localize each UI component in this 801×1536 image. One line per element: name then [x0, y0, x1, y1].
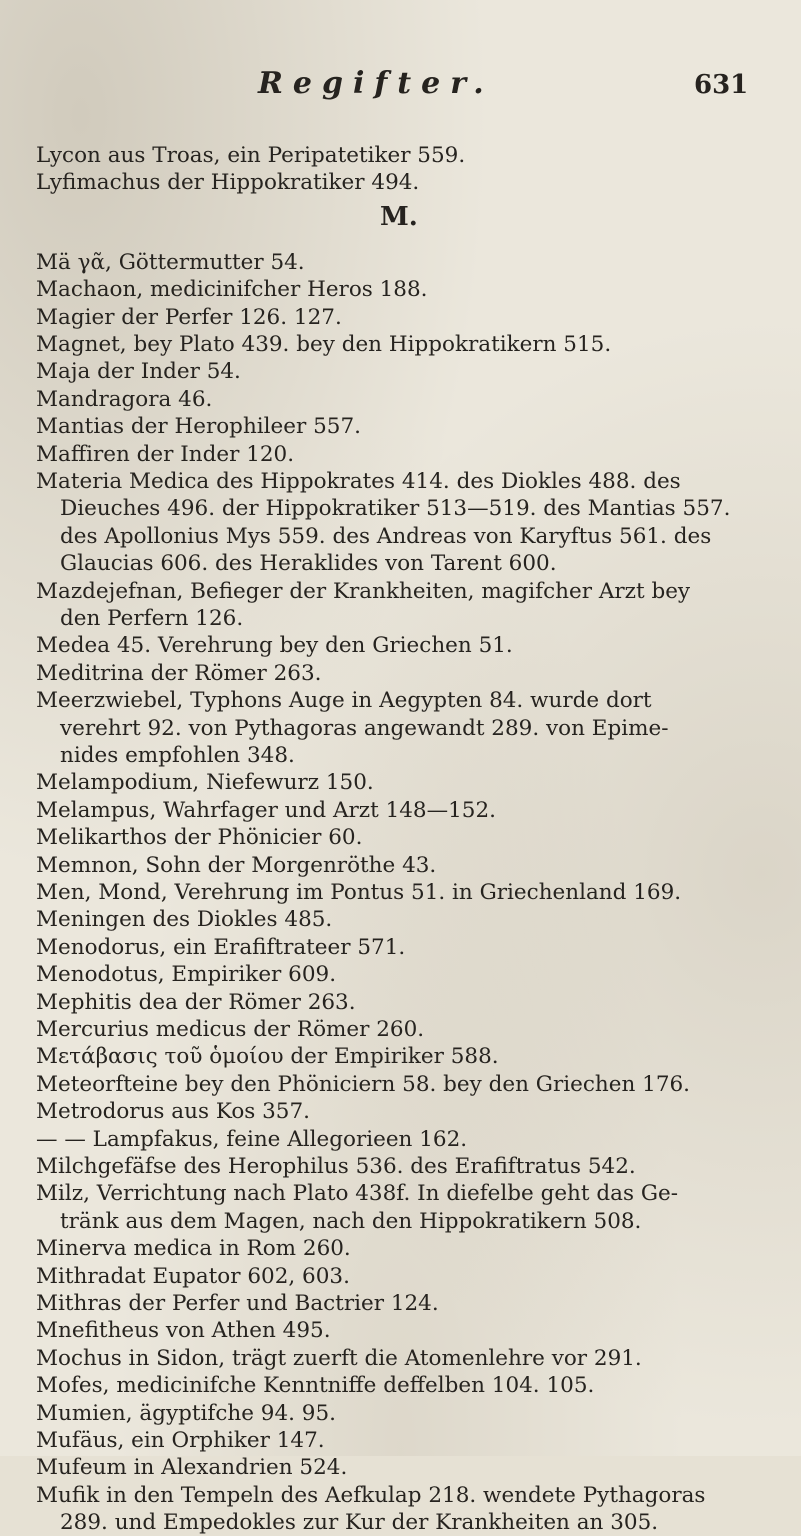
entry-line: Maja der Inder 54.	[36, 359, 241, 384]
entry-line: Minerva medica in Rom 260.	[36, 1236, 351, 1261]
entry-line: nides empfohlen 348.	[60, 743, 295, 768]
entry-line: Magier der Perfer 126. 127.	[36, 305, 342, 330]
entry-line: verehrt 92. von Pythagoras angewandt 289. von Epime-	[60, 716, 669, 741]
entry-line: Mithras der Perfer und Bactrier 124.	[36, 1291, 439, 1316]
entry-line: Mä γᾶ, Göttermutter 54.	[36, 250, 305, 275]
entry-line: Menodorus, ein Erafiftrateer 571.	[36, 935, 406, 960]
entry-line: Mufik in den Tempeln des Aefkulap 218. wendete Pythagoras	[36, 1483, 706, 1508]
entry-line: Melampodium, Niefewurz 150.	[36, 770, 374, 795]
entry-line: Mazdejefnan, Befieger der Krankheiten, magifcher Arzt bey	[36, 579, 691, 604]
entry-line: Mufäus, ein Orphiker 147.	[36, 1428, 325, 1453]
entry-line: Dieuches 496. der Hippokratiker 513—519. des Mantias 557.	[60, 496, 731, 521]
entry-line: Mochus in Sidon, trägt zuerft die Atomenlehre vor 291.	[36, 1346, 642, 1371]
entry-line: 289. und Empedokles zur Kur der Krankheiten an 305.	[60, 1510, 659, 1535]
entry-line: Mnefitheus von Athen 495.	[36, 1318, 331, 1343]
entry-line: Menodotus, Empiriker 609.	[36, 962, 337, 987]
entry-line: Meditrina der Römer 263.	[36, 661, 322, 686]
entry-line: Mofes, medicinifche Kenntniffe deffelben 104. 105.	[36, 1373, 595, 1398]
entry-line: Meningen des Diokles 485.	[36, 907, 333, 932]
entry-line: Μετάβασις τοῦ ὁμοίου der Empiriker 588.	[36, 1044, 499, 1069]
page-number: 631	[694, 70, 749, 100]
entry-line: Lyfimachus der Hippokratiker 494.	[36, 170, 420, 195]
entry-line: Magnet, bey Plato 439. bey den Hippokratikern 515.	[36, 332, 612, 357]
entry-line: Medea 45. Verehrung bey den Griechen 51.	[36, 633, 513, 658]
entry-line: Lycon aus Troas, ein Peripatetiker 559.	[36, 143, 466, 168]
entry-line: — — Lampfakus, feine Allegorieen 162.	[36, 1127, 468, 1152]
entry-line: Milchgefäfse des Herophilus 536. des Erafiftratus 542.	[36, 1154, 636, 1179]
entry-line: tränk aus dem Magen, nach den Hippokratikern 508.	[60, 1209, 642, 1234]
entry-line: Memnon, Sohn der Morgenröthe 43.	[36, 853, 437, 878]
entry-line: Mumien, ägyptifche 94. 95.	[36, 1401, 336, 1426]
entry-line: des Apollonius Mys 559. des Andreas von Karyftus 561. des	[60, 524, 712, 549]
entry-line: Materia Medica des Hippokrates 414. des Diokles 488. des	[36, 469, 681, 494]
entry-line: Mithradat Eupator 602, 603.	[36, 1264, 350, 1289]
entry-line: Glaucias 606. des Heraklides von Tarent 600.	[60, 551, 557, 576]
page-header	[0, 66, 801, 106]
entry-line: Maffiren der Inder 120.	[36, 442, 295, 467]
entry-line: Mercurius medicus der Römer 260.	[36, 1017, 425, 1042]
entry-line: Mandragora 46.	[36, 387, 213, 412]
entry-line: Mephitis dea der Römer 263.	[36, 990, 356, 1015]
entry-line: Meteorfteine bey den Phöniciern 58. bey den Griechen 176.	[36, 1072, 691, 1097]
entry-line: den Perfern 126.	[60, 606, 244, 631]
entry-line: Metrodorus aus Kos 357.	[36, 1099, 310, 1124]
entry-line: Milz, Verrichtung nach Plato 438f. In diefelbe geht das Ge-	[36, 1181, 678, 1206]
entry-line: Men, Mond, Verehrung im Pontus 51. in Griechenland 169.	[36, 880, 682, 905]
entry-line: Mufeum in Alexandrien 524.	[36, 1455, 348, 1480]
entry-line: Melikarthos der Phönicier 60.	[36, 825, 363, 850]
entry-line: Melampus, Wahrfager und Arzt 148—152.	[36, 798, 496, 823]
section-letter: M.	[380, 202, 418, 232]
running-title: Regifter.	[258, 66, 494, 101]
entry-line: Machaon, medicinifcher Heros 188.	[36, 277, 428, 302]
entry-line: Mantias der Herophileer 557.	[36, 414, 361, 439]
entry-line: Meerzwiebel, Typhons Auge in Aegypten 84. wurde dort	[36, 688, 652, 713]
